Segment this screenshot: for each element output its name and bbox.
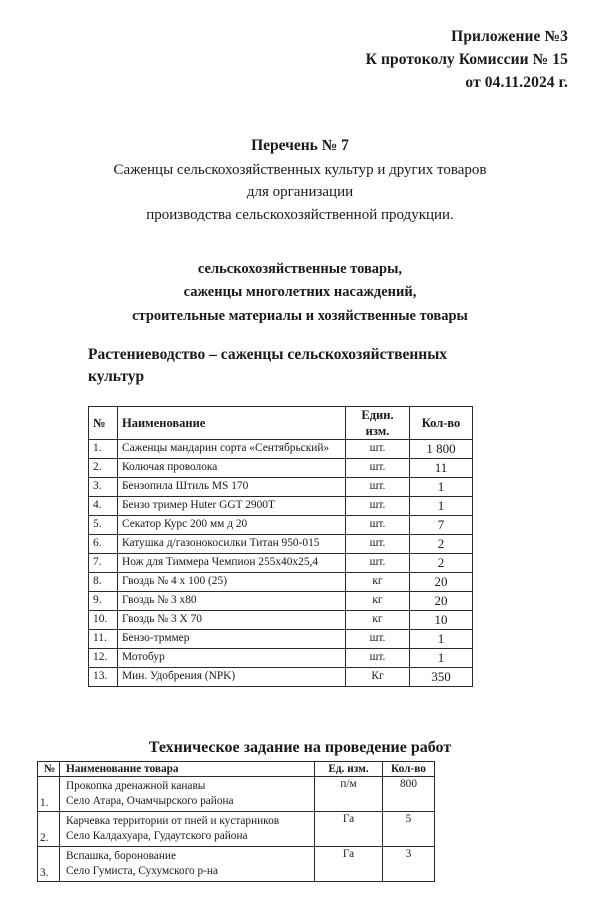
cell-name: Секатор Курс 200 мм д 20	[118, 516, 346, 535]
cell-number: 11.	[89, 630, 118, 649]
cell-quantity: 2	[410, 535, 473, 554]
cell-name: Бензопила Штиль MS 170	[118, 478, 346, 497]
cell-name-line-2: Село Гумиста, Сухумского р-на	[66, 865, 218, 878]
cell-quantity: 1	[410, 630, 473, 649]
cell-quantity: 1	[410, 478, 473, 497]
cell-quantity: 1 800	[410, 440, 473, 459]
table-row	[89, 478, 473, 497]
cell-unit: Кг	[346, 668, 410, 687]
cell-quantity: 1	[410, 497, 473, 516]
cell-name-line-1: Карчевка территории от пней и кустарников	[66, 814, 280, 827]
cell-unit: кг	[346, 573, 410, 592]
table-row	[89, 535, 473, 554]
cell-name	[60, 847, 315, 882]
cell-name-line-2: Село Атара, Очамчырского района	[66, 795, 234, 808]
column-header-name: Наименование	[118, 407, 346, 440]
cell-unit: шт.	[346, 516, 410, 535]
cell-quantity: 20	[410, 573, 473, 592]
document-header	[148, 26, 568, 95]
table-header-row	[89, 407, 473, 440]
cell-unit: шт.	[346, 478, 410, 497]
category-line-2: саженцы многолетних насаждений,	[183, 284, 417, 301]
cell-quantity: 800	[383, 777, 435, 812]
cell-name: Нож для Тиммера Чемпион 255х40х25,4	[118, 554, 346, 573]
column-header-quantity: Кол-во	[383, 762, 435, 777]
cell-number: 2.	[89, 459, 118, 478]
section-heading	[88, 344, 518, 388]
cell-name: Гвоздь № 3 Х 70	[118, 611, 346, 630]
cell-unit: шт.	[346, 459, 410, 478]
column-header-unit-line-1: Един.	[361, 408, 394, 422]
column-header-quantity: Кол-во	[410, 407, 473, 440]
cell-unit: шт.	[346, 497, 410, 516]
column-header-number: №	[38, 762, 60, 777]
cell-unit: Га	[315, 847, 383, 882]
cell-name: Мотобур	[118, 649, 346, 668]
table-header-row	[38, 762, 435, 777]
cell-number: 4.	[89, 497, 118, 516]
cell-number: 1.	[89, 440, 118, 459]
table-row	[89, 516, 473, 535]
table-row	[89, 668, 473, 687]
table-row	[38, 777, 435, 812]
cell-name: Колючая проволока	[118, 459, 346, 478]
works-table-container	[37, 761, 426, 882]
goods-table-body	[89, 440, 473, 687]
table-row	[89, 459, 473, 478]
cell-name: Мин. Удобрения (NPK)	[118, 668, 346, 687]
cell-number: 3.	[89, 478, 118, 497]
table-row	[89, 440, 473, 459]
cell-unit: шт.	[346, 535, 410, 554]
cell-number: 6.	[89, 535, 118, 554]
section-heading-line-2: культур	[88, 368, 145, 385]
table-row	[89, 630, 473, 649]
cell-name: Бензо тример Huter GGT 2900T	[118, 497, 346, 516]
cell-unit: шт.	[346, 649, 410, 668]
column-header-unit-line-2: изм.	[365, 424, 390, 438]
cell-unit: п/м	[315, 777, 383, 812]
cell-name: Бензо-трммер	[118, 630, 346, 649]
works-table	[37, 761, 435, 882]
cell-unit: кг	[346, 611, 410, 630]
goods-table-head	[89, 407, 473, 440]
appendix-number: Приложение №3	[451, 28, 568, 45]
cell-name: Саженцы мандарин сорта «Сентябрьский»	[118, 440, 346, 459]
page-title: Перечень № 7	[251, 137, 349, 154]
cell-quantity: 350	[410, 668, 473, 687]
cell-name: Гвоздь № 3 х80	[118, 592, 346, 611]
cell-quantity: 7	[410, 516, 473, 535]
cell-unit: кг	[346, 592, 410, 611]
column-header-name: Наименование товара	[60, 762, 315, 777]
works-table-head	[38, 762, 435, 777]
cell-number: 5.	[89, 516, 118, 535]
table-row	[89, 554, 473, 573]
table-row	[38, 847, 435, 882]
subtitle-line-3: производства сельскохозяйственной продукции.	[146, 206, 454, 223]
cell-unit: шт.	[346, 630, 410, 649]
cell-number: 12.	[89, 649, 118, 668]
subtitle-line-1: Саженцы сельскохозяйственных культур и других товаров	[113, 162, 487, 179]
goods-table	[88, 406, 473, 687]
cell-number: 13.	[89, 668, 118, 687]
title-block	[0, 134, 600, 226]
works-table-body	[38, 777, 435, 882]
category-block	[0, 258, 600, 328]
cell-number: 10.	[89, 611, 118, 630]
cell-quantity: 1	[410, 649, 473, 668]
column-header-unit	[346, 407, 410, 440]
category-line-3: строительные материалы и хозяйственные товары	[132, 307, 468, 324]
cell-name	[60, 812, 315, 847]
cell-name-line-2: Село Калдахуара, Гудаутского района	[66, 830, 248, 843]
protocol-date: от 04.11.2024 г.	[465, 73, 568, 91]
cell-name	[60, 777, 315, 812]
table-row	[89, 497, 473, 516]
goods-table-container	[88, 406, 460, 687]
table-row	[89, 611, 473, 630]
cell-quantity: 20	[410, 592, 473, 611]
cell-number: 8.	[89, 573, 118, 592]
table-row	[38, 812, 435, 847]
subtitle-line-2: для организации	[246, 184, 354, 201]
cell-name-line-1: Вспашка, боронование	[66, 849, 176, 862]
cell-name-line-1: Прокопка дренажной канавы	[66, 779, 206, 792]
table-row	[89, 592, 473, 611]
cell-name: Катушка д/газонокосилки Титан 950-015	[118, 535, 346, 554]
cell-quantity: 3	[383, 847, 435, 882]
cell-quantity: 5	[383, 812, 435, 847]
cell-number: 9.	[89, 592, 118, 611]
cell-number: 7.	[89, 554, 118, 573]
cell-quantity: 2	[410, 554, 473, 573]
section-heading-line-1: Растениеводство – саженцы сельскохозяйственных	[88, 346, 448, 363]
cell-quantity: 10	[410, 611, 473, 630]
cell-number: 1.	[38, 777, 60, 812]
cell-number: 3.	[38, 847, 60, 882]
works-table-heading: Техническое задание на проведение работ	[148, 739, 452, 756]
cell-name: Гвоздь № 4 х 100 (25)	[118, 573, 346, 592]
protocol-reference: К протоколу Комиссии № 15	[365, 50, 568, 68]
column-header-unit: Ед. изм.	[315, 762, 383, 777]
cell-number: 2.	[38, 812, 60, 847]
category-line-1: сельскохозяйственные товары,	[197, 261, 403, 277]
cell-quantity: 11	[410, 459, 473, 478]
cell-unit: шт.	[346, 554, 410, 573]
table-row	[89, 573, 473, 592]
table-row	[89, 649, 473, 668]
column-header-number: №	[89, 407, 118, 440]
cell-unit: шт.	[346, 440, 410, 459]
cell-unit: Га	[315, 812, 383, 847]
